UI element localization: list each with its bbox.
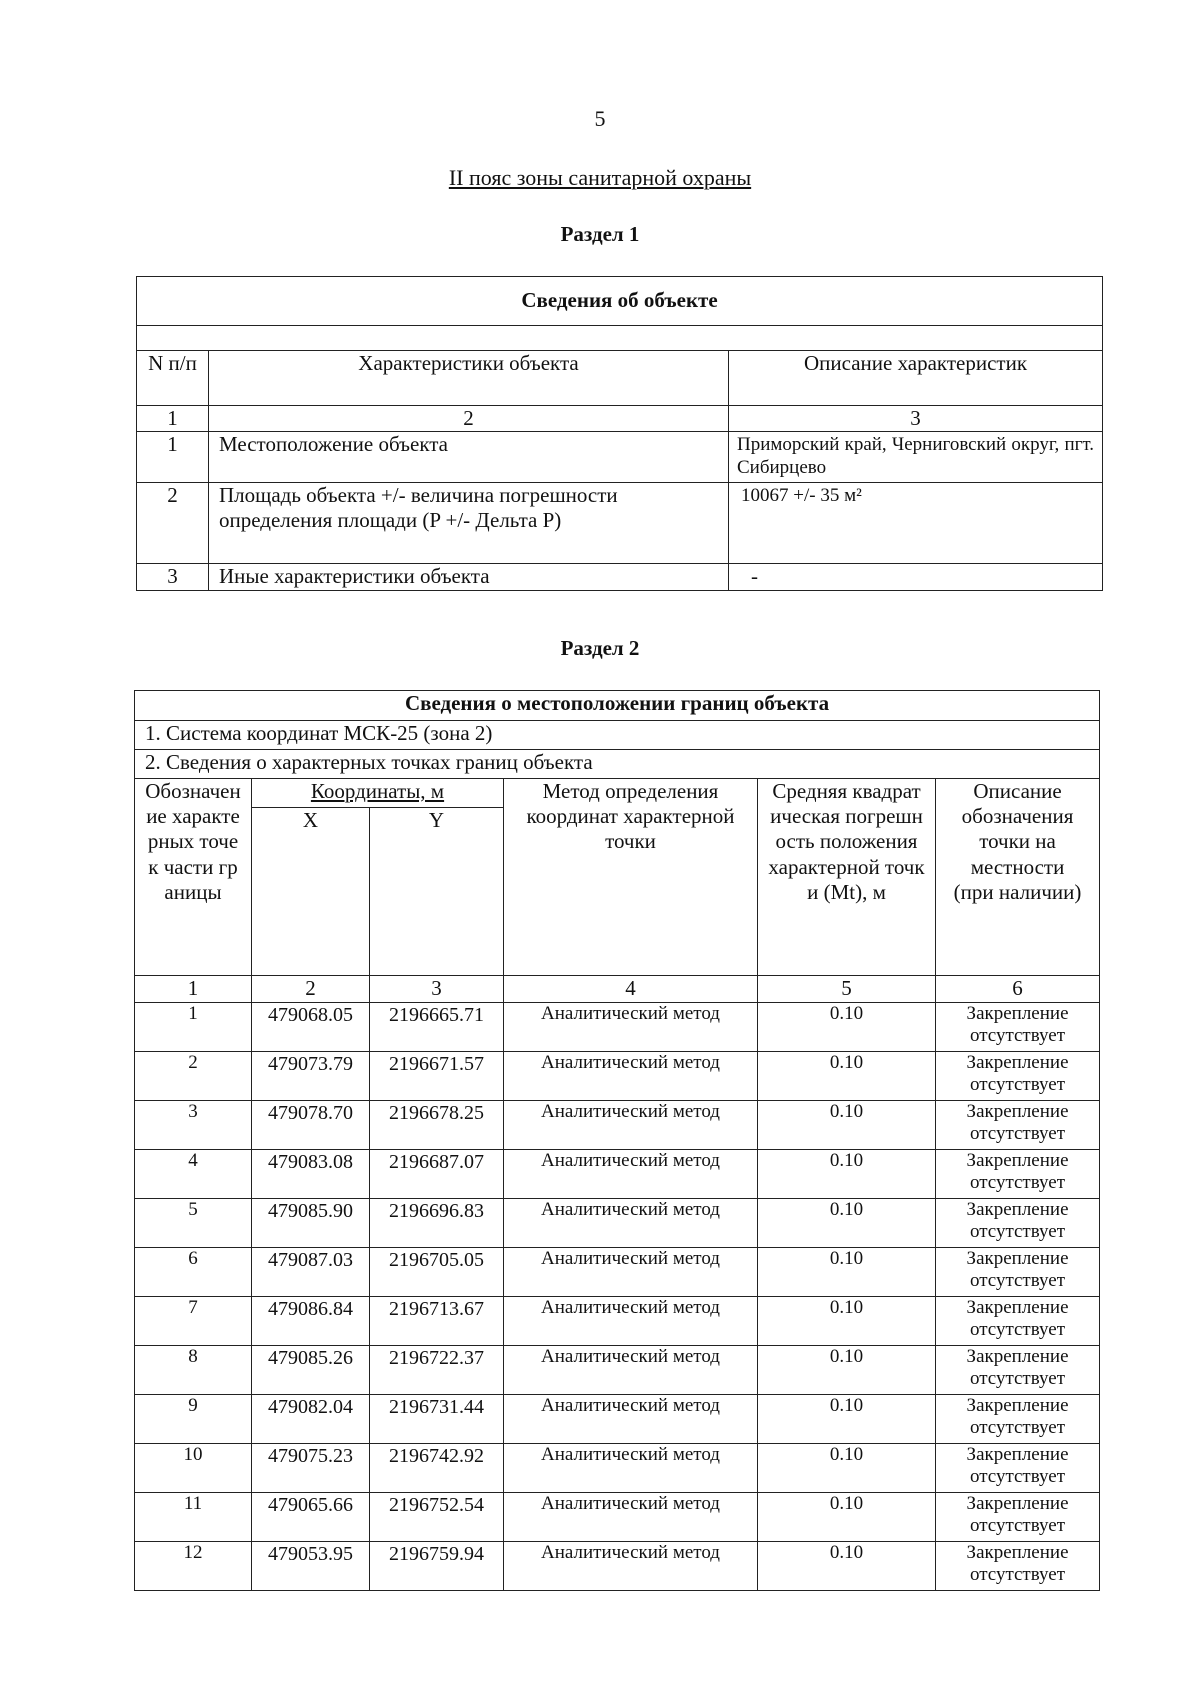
- method: Аналитический метод: [504, 1101, 758, 1150]
- x-coordinate: 479086.84: [252, 1297, 370, 1346]
- x-coordinate: 479068.05: [252, 1003, 370, 1052]
- table-row: [135, 1297, 1100, 1346]
- method: Аналитический метод: [504, 1052, 758, 1101]
- method: Аналитический метод: [504, 1493, 758, 1542]
- col-number: 5: [758, 976, 936, 1003]
- y-coordinate: 2196687.07: [370, 1150, 504, 1199]
- point-id: 3: [135, 1101, 252, 1150]
- point-description: Закрепление отсутствует: [936, 1493, 1100, 1542]
- table-row: [135, 1150, 1100, 1199]
- y-coordinate: 2196696.83: [370, 1199, 504, 1248]
- col-number: 2: [252, 976, 370, 1003]
- table-row: [135, 1101, 1100, 1150]
- table-row: [135, 1199, 1100, 1248]
- mean-error: 0.10: [758, 1101, 936, 1150]
- col-number: 1: [137, 406, 209, 432]
- point-id: 1: [135, 1003, 252, 1052]
- boundary-points-table: [134, 690, 1100, 1591]
- point-description: Закрепление отсутствует: [936, 1101, 1100, 1150]
- mean-error: 0.10: [758, 1003, 936, 1052]
- y-coordinate: 2196722.37: [370, 1346, 504, 1395]
- method: Аналитический метод: [504, 1150, 758, 1199]
- page-number: 5: [594, 106, 606, 131]
- header-characteristics: Характеристики объекта: [209, 351, 729, 406]
- section2-title: Раздел 2: [560, 636, 640, 660]
- col-number: 6: [936, 976, 1100, 1003]
- object-info-caption: Сведения об объекте: [137, 277, 1103, 326]
- table-row: [135, 1248, 1100, 1297]
- x-coordinate: 479053.95: [252, 1542, 370, 1591]
- method: Аналитический метод: [504, 1444, 758, 1493]
- point-id: 4: [135, 1150, 252, 1199]
- mean-error: 0.10: [758, 1542, 936, 1591]
- table-row: [135, 1493, 1100, 1542]
- method: Аналитический метод: [504, 1199, 758, 1248]
- col-number: 1: [135, 976, 252, 1003]
- row-number: 1: [137, 432, 209, 483]
- point-id: 2: [135, 1052, 252, 1101]
- spacer-row: [137, 326, 1103, 351]
- characteristic-name: Местоположение объекта: [209, 432, 729, 483]
- col-number: 4: [504, 976, 758, 1003]
- zone-title-text: II пояс зоны санитарной охраны: [448, 165, 752, 190]
- mean-error: 0.10: [758, 1297, 936, 1346]
- object-info-table: [136, 276, 1103, 591]
- point-id: 6: [135, 1248, 252, 1297]
- x-coordinate: 479082.04: [252, 1395, 370, 1444]
- header-method: Метод определения координат характерной точки: [504, 779, 758, 976]
- row-number: 2: [137, 483, 209, 564]
- point-description: Закрепление отсутствует: [936, 1346, 1100, 1395]
- point-id: 5: [135, 1199, 252, 1248]
- x-coordinate: 479083.08: [252, 1150, 370, 1199]
- y-coordinate: 2196705.05: [370, 1248, 504, 1297]
- method: Аналитический метод: [504, 1003, 758, 1052]
- point-description: Закрепление отсутствует: [936, 1052, 1100, 1101]
- header-x: X: [252, 808, 370, 976]
- point-description: Закрепление отсутствует: [936, 1003, 1100, 1052]
- y-coordinate: 2196742.92: [370, 1444, 504, 1493]
- section1-title: Раздел 1: [560, 222, 640, 246]
- mean-error: 0.10: [758, 1199, 936, 1248]
- header-point-label: Обозначение характерных точек части границы: [135, 779, 252, 976]
- zone-title: [0, 165, 1200, 191]
- header-y: Y: [370, 808, 504, 976]
- point-description: Закрепление отсутствует: [936, 1199, 1100, 1248]
- point-description: Закрепление отсутствует: [936, 1542, 1100, 1591]
- point-id: 10: [135, 1444, 252, 1493]
- table-row: [135, 1542, 1100, 1591]
- coordinate-system: 1. Система координат МСК-25 (зона 2): [135, 721, 1100, 750]
- method: Аналитический метод: [504, 1542, 758, 1591]
- method: Аналитический метод: [504, 1395, 758, 1444]
- y-coordinate: 2196752.54: [370, 1493, 504, 1542]
- x-coordinate: 479073.79: [252, 1052, 370, 1101]
- header-error: Средняя квадратическая погрешность положения характерной точки (Mt), м: [758, 779, 936, 976]
- point-description: Закрепление отсутствует: [936, 1297, 1100, 1346]
- y-coordinate: 2196731.44: [370, 1395, 504, 1444]
- mean-error: 0.10: [758, 1248, 936, 1297]
- mean-error: 0.10: [758, 1444, 936, 1493]
- point-description: Закрепление отсутствует: [936, 1444, 1100, 1493]
- col-number: 3: [729, 406, 1103, 432]
- characteristic-value: Приморский край, Черниговский округ, пгт. Сибирцево: [729, 432, 1103, 483]
- table-row: [135, 1003, 1100, 1052]
- header-coordinates: [252, 779, 504, 808]
- boundary-caption: Сведения о местоположении границ объекта: [135, 691, 1100, 721]
- header-n: N п/п: [137, 351, 209, 406]
- method: Аналитический метод: [504, 1297, 758, 1346]
- mean-error: 0.10: [758, 1150, 936, 1199]
- mean-error: 0.10: [758, 1395, 936, 1444]
- point-description: Закрепление отсутствует: [936, 1248, 1100, 1297]
- point-id: 11: [135, 1493, 252, 1542]
- mean-error: 0.10: [758, 1346, 936, 1395]
- table-row: [135, 1444, 1100, 1493]
- point-id: 8: [135, 1346, 252, 1395]
- point-id: 9: [135, 1395, 252, 1444]
- point-id: 12: [135, 1542, 252, 1591]
- point-description: Закрепление отсутствует: [936, 1150, 1100, 1199]
- x-coordinate: 479085.90: [252, 1199, 370, 1248]
- col-number: 2: [209, 406, 729, 432]
- y-coordinate: 2196665.71: [370, 1003, 504, 1052]
- table-row: [135, 1346, 1100, 1395]
- point-description: Закрепление отсутствует: [936, 1395, 1100, 1444]
- characteristic-name: Иные характеристики объекта: [209, 564, 729, 591]
- mean-error: 0.10: [758, 1493, 936, 1542]
- points-body: [135, 1003, 1100, 1591]
- y-coordinate: 2196759.94: [370, 1542, 504, 1591]
- points-caption: 2. Сведения о характерных точках границ объекта: [135, 750, 1100, 779]
- col-number: 3: [370, 976, 504, 1003]
- point-id: 7: [135, 1297, 252, 1346]
- table-row: [135, 1395, 1100, 1444]
- row-number: 3: [137, 564, 209, 591]
- header-description: Описание обозначения точки на местности (при наличии): [936, 779, 1100, 976]
- y-coordinate: 2196678.25: [370, 1101, 504, 1150]
- characteristic-name: Площадь объекта +/- величина погрешности определения площади (P +/- Дельта P): [209, 483, 729, 564]
- header-coordinates-text: Координаты, м: [310, 779, 445, 803]
- characteristic-value: 10067 +/- 35 м²: [729, 483, 1103, 564]
- mean-error: 0.10: [758, 1052, 936, 1101]
- table-row: [135, 1052, 1100, 1101]
- y-coordinate: 2196671.57: [370, 1052, 504, 1101]
- x-coordinate: 479085.26: [252, 1346, 370, 1395]
- x-coordinate: 479078.70: [252, 1101, 370, 1150]
- x-coordinate: 479065.66: [252, 1493, 370, 1542]
- x-coordinate: 479075.23: [252, 1444, 370, 1493]
- method: Аналитический метод: [504, 1248, 758, 1297]
- y-coordinate: 2196713.67: [370, 1297, 504, 1346]
- header-description: Описание характеристик: [729, 351, 1103, 406]
- x-coordinate: 479087.03: [252, 1248, 370, 1297]
- method: Аналитический метод: [504, 1346, 758, 1395]
- characteristic-value: -: [729, 564, 1103, 591]
